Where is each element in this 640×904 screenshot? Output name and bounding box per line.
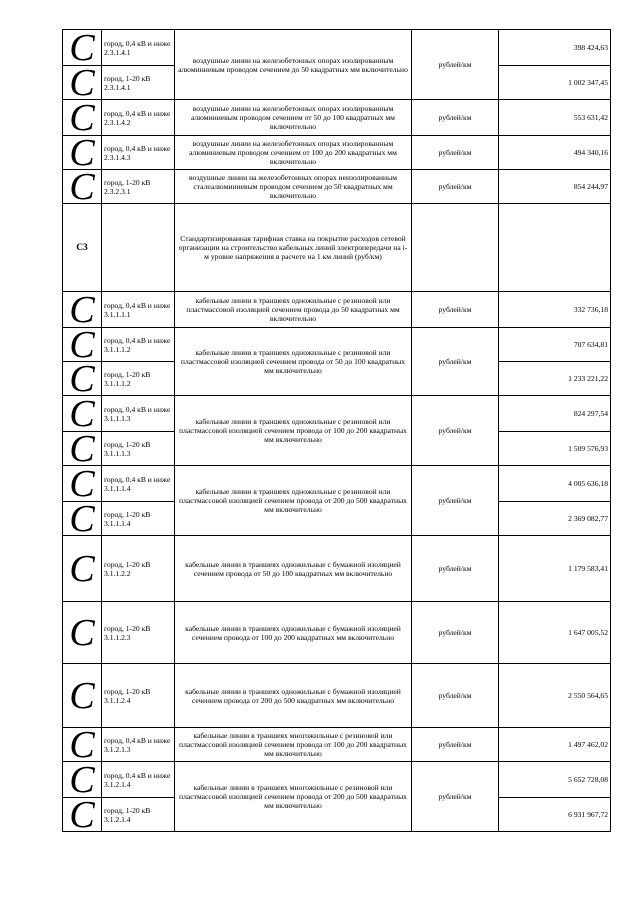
table-row [63, 536, 611, 602]
voltage-level-cell: город, 0,4 кВ и ниже 3.1.2.1.3 [102, 728, 175, 762]
line-description: кабельные линии в траншеях одножильные с резиновой или пластмассовой изоляцией сечением провода от 50 до 100 квадратных мм включительно [175, 328, 412, 396]
unit-cell: рублей/км [412, 762, 499, 832]
rate-code: C [69, 611, 95, 654]
code-cell [63, 602, 102, 664]
table-row [63, 170, 611, 204]
line-description: кабельные линии в траншеях многожильные с резиновой или пластмассовой изоляцией сечением провода от 200 до 500 квадратных мм включительно [175, 762, 412, 832]
rate-value: 824 297,54 [499, 396, 611, 432]
rate-value: 1 509 576,93 [499, 432, 611, 466]
unit-cell: рублей/км [412, 30, 499, 100]
voltage-level-cell: город, 1-20 кВ 3.1.1.1.3 [102, 432, 175, 466]
voltage-level-cell: город, 1-20 кВ 3.1.1.2.3 [102, 602, 175, 664]
rate-code: C [69, 135, 95, 170]
unit-cell: рублей/км [412, 602, 499, 664]
voltage-level-cell: город, 0,4 кВ и ниже 3.1.1.1.1 [102, 292, 175, 328]
line-description: воздушные линии на железобетонных опорах изолированным алюминиевым проводом сечением от 50 до 100 квадратных мм включительно [175, 100, 412, 136]
rate-value: 1 647 005,52 [499, 602, 611, 664]
rate-code: C [69, 547, 95, 590]
rate-value: 854 244,97 [499, 170, 611, 204]
rate-code: C [69, 501, 95, 536]
voltage-level-cell [102, 204, 175, 292]
voltage-level-cell: город, 1-20 кВ 3.1.2.1.4 [102, 798, 175, 832]
rate-value: 553 631,42 [499, 100, 611, 136]
voltage-level-cell: город, 0,4 кВ и ниже 2.3.1.4.1 [102, 30, 175, 66]
table-row [63, 100, 611, 136]
table-row [63, 30, 611, 66]
table-row [63, 762, 611, 798]
code-cell [63, 502, 102, 536]
section-code: С3 [76, 242, 88, 253]
voltage-level-cell: город, 0,4 кВ и ниже 3.1.2.1.4 [102, 762, 175, 798]
rate-value: 707 634,81 [499, 328, 611, 362]
unit-cell: рублей/км [412, 170, 499, 204]
unit-cell: рублей/км [412, 396, 499, 466]
rate-value: 2 550 564,65 [499, 664, 611, 728]
rate-value: 1 233 221,22 [499, 362, 611, 396]
code-cell [63, 396, 102, 432]
rate-code: C [69, 29, 95, 66]
code-cell [63, 204, 102, 292]
rate-value: 1 002 347,45 [499, 66, 611, 100]
line-description: кабельные линии в траншеях одножильные с бумажной изоляцией сечением провода от 50 до 100 квадратных мм включительно [175, 536, 412, 602]
code-cell [63, 362, 102, 396]
rate-code: C [69, 431, 95, 466]
rate-value: 5 652 728,08 [499, 762, 611, 798]
rate-value: 332 736,18 [499, 292, 611, 328]
line-description: кабельные линии в траншеях одножильные с бумажной изоляцией сечением провода от 100 до 200 квадратных мм включительно [175, 602, 412, 664]
table-row [63, 136, 611, 170]
line-description: кабельные линии в траншеях многожильные с резиновой или пластмассовой изоляцией сечением провода от 100 до 200 квадратных мм включительно [175, 728, 412, 762]
line-description: воздушные линии на железобетонных опорах изолированным алюминиевым проводом сечением от 100 до 200 квадратных мм включительно [175, 136, 412, 170]
voltage-level-cell: город, 1-20 кВ 3.1.1.1.2 [102, 362, 175, 396]
unit-cell: рублей/км [412, 136, 499, 170]
line-description: воздушные линии на железобетонных опорах изолированным алюминиевым проводом сечением до 50 квадратных мм включительно [175, 30, 412, 100]
table-row [63, 466, 611, 502]
unit-cell: рублей/км [412, 292, 499, 328]
line-description: кабельные линии в траншеях одножильные с резиновой или пластмассовой изоляцией сечением провода от 100 до 200 квадратных мм включительно [175, 396, 412, 466]
code-cell [63, 100, 102, 136]
voltage-level-cell: город, 0,4 кВ и ниже 3.1.1.1.4 [102, 466, 175, 502]
rate-value: 1 497 462,02 [499, 728, 611, 762]
voltage-level-cell: город, 1-20 кВ 2.3.2.3.1 [102, 170, 175, 204]
voltage-level-cell: город, 0,4 кВ и ниже 2.3.1.4.2 [102, 100, 175, 136]
rate-code: C [69, 674, 95, 717]
rate-code: C [69, 65, 95, 100]
unit-cell: рублей/км [412, 728, 499, 762]
unit-cell [412, 204, 499, 292]
rate-code: C [69, 465, 95, 502]
table-row [63, 292, 611, 328]
rate-value: 1 179 583,41 [499, 536, 611, 602]
code-cell [63, 66, 102, 100]
table-row [63, 602, 611, 664]
rate-value: 398 424,63 [499, 30, 611, 66]
line-description: воздушные линии на железобетонных опорах неизолированным сталеалюминиевым проводом сечением до 50 квадратных мм включительно [175, 170, 412, 204]
section-description: Стандартизированная тарифная ставка на покрытие расходов сетевой организации на строительство кабельных линий электропередачи на i-м уровне напряжения в расчете на 1 км линий (руб/км) [175, 204, 412, 292]
rate-value [499, 204, 611, 292]
voltage-level-cell: город, 0,4 кВ и ниже 3.1.1.1.2 [102, 328, 175, 362]
code-cell [63, 328, 102, 362]
code-cell [63, 762, 102, 798]
code-cell [63, 798, 102, 832]
table-row [63, 728, 611, 762]
rate-code: C [69, 291, 95, 328]
code-cell [63, 170, 102, 204]
code-cell [63, 432, 102, 466]
rate-value: 2 369 082,77 [499, 502, 611, 536]
rate-value: 4 005 636,18 [499, 466, 611, 502]
code-cell [63, 664, 102, 728]
code-cell [63, 536, 102, 602]
rate-code: C [69, 761, 95, 798]
table-row [63, 664, 611, 728]
line-description: кабельные линии в траншеях одножильные с бумажной изоляцией сечением провода от 200 до 500 квадратных мм включительно [175, 664, 412, 728]
unit-cell: рублей/км [412, 536, 499, 602]
rate-code: C [69, 727, 95, 762]
unit-cell: рублей/км [412, 466, 499, 536]
code-cell [63, 292, 102, 328]
voltage-level-cell: город, 1-20 кВ 3.1.1.1.4 [102, 502, 175, 536]
rate-code: C [69, 361, 95, 396]
rate-code: C [69, 169, 95, 204]
unit-cell: рублей/км [412, 100, 499, 136]
rate-code: C [69, 327, 95, 362]
unit-cell: рублей/км [412, 664, 499, 728]
rate-code: C [69, 395, 95, 432]
voltage-level-cell: город, 0,4 кВ и ниже 3.1.1.1.3 [102, 396, 175, 432]
tariff-table [62, 29, 611, 832]
rate-value: 6 931 967,72 [499, 798, 611, 832]
code-cell [63, 728, 102, 762]
voltage-level-cell: город, 0,4 кВ и ниже 2.3.1.4.3 [102, 136, 175, 170]
voltage-level-cell: город, 1-20 кВ 3.1.1.2.4 [102, 664, 175, 728]
code-cell [63, 136, 102, 170]
rate-value: 494 340,16 [499, 136, 611, 170]
voltage-level-cell: город, 1-20 кВ 2.3.1.4.1 [102, 66, 175, 100]
code-cell [63, 30, 102, 66]
voltage-level-cell: город, 1-20 кВ 3.1.1.2.2 [102, 536, 175, 602]
section-row [63, 204, 611, 292]
table-row [63, 396, 611, 432]
code-cell [63, 466, 102, 502]
rate-code: C [69, 99, 95, 136]
table-row [63, 328, 611, 362]
rate-code: C [69, 797, 95, 832]
unit-cell: рублей/км [412, 328, 499, 396]
line-description: кабельные линии в траншеях одножильные с резиновой или пластмассовой изоляцией сечением провода до 50 квадратных мм включительно [175, 292, 412, 328]
line-description: кабельные линии в траншеях одножильные с резиновой или пластмассовой изоляцией сечением провода от 200 до 500 квадратных мм включительно [175, 466, 412, 536]
